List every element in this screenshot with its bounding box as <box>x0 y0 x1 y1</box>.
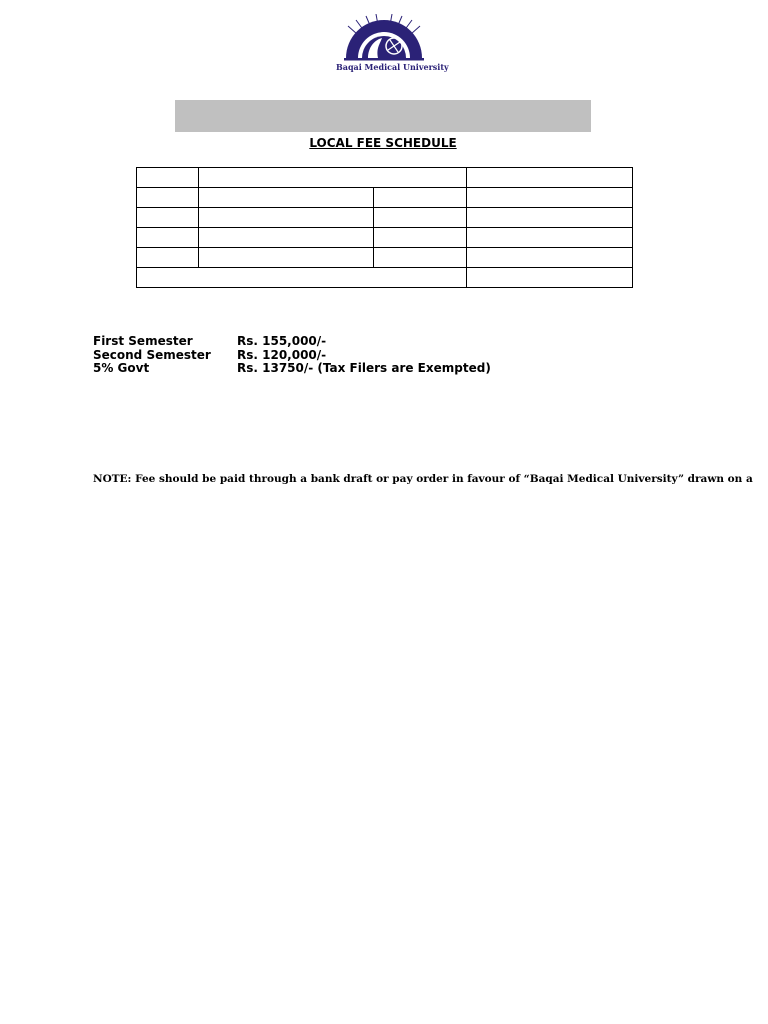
fee-list <box>93 335 491 376</box>
fee-row-second-semester <box>93 349 491 363</box>
table-cell <box>199 188 374 208</box>
table-cell <box>467 228 633 248</box>
table-cell <box>137 268 467 288</box>
fee-row-govt-tax <box>93 362 491 376</box>
table-cell <box>137 188 199 208</box>
university-seal-icon <box>336 14 432 64</box>
table-row <box>137 268 633 288</box>
table-cell <box>137 248 199 268</box>
table-cell <box>374 208 467 228</box>
table-cell <box>199 248 374 268</box>
university-logo <box>336 14 449 76</box>
table-row <box>137 248 633 268</box>
page-title: LOCAL FEE SCHEDULE <box>309 136 457 150</box>
table-cell <box>374 248 467 268</box>
fee-label: First Semester <box>93 334 193 348</box>
table-row <box>137 188 633 208</box>
table-cell <box>374 188 467 208</box>
table-cell <box>467 188 633 208</box>
fee-row-first-semester <box>93 335 491 349</box>
fee-value: Rs. 13750/- (Tax Filers are Exempted) <box>237 361 491 375</box>
table-cell <box>137 168 199 188</box>
table-cell <box>199 168 467 188</box>
fee-label: Second Semester <box>93 347 211 362</box>
table-row <box>137 168 633 188</box>
table-cell <box>199 228 374 248</box>
fee-value: Rs. 155,000/- <box>237 334 327 348</box>
fee-label: 5% Govt <box>93 361 150 375</box>
table-cell <box>374 228 467 248</box>
header-bar <box>175 100 591 132</box>
table-cell <box>199 208 374 228</box>
table-cell <box>137 228 199 248</box>
table-row <box>137 228 633 248</box>
table-cell <box>467 248 633 268</box>
fee-value: Rs. 120,000/- <box>237 347 327 362</box>
table-cell <box>467 268 633 288</box>
fee-table <box>136 167 633 288</box>
table-cell <box>467 168 633 188</box>
payment-note: NOTE: Fee should be paid through a bank draft or pay order in favour of “Baqai Medical University” drawn on a <box>93 473 753 485</box>
table-cell <box>137 208 199 228</box>
table-row <box>137 208 633 228</box>
table-cell <box>467 208 633 228</box>
logo-caption: Baqai Medical University <box>336 62 449 72</box>
